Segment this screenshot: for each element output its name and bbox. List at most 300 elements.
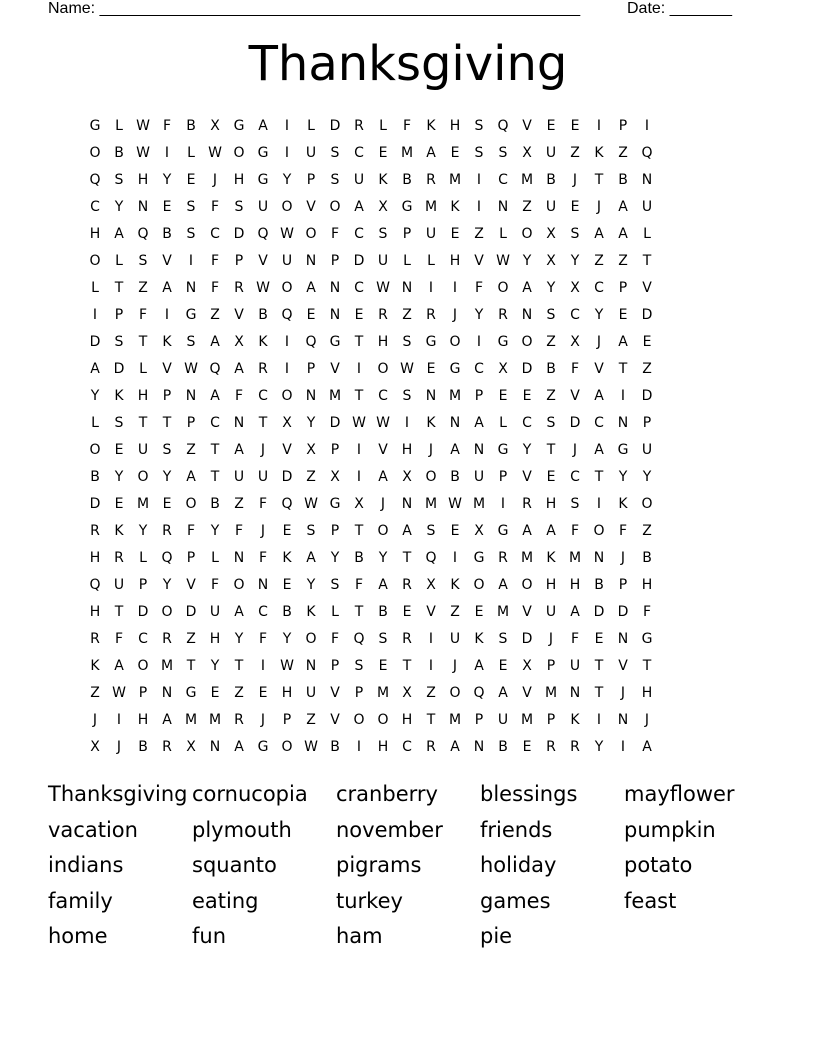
grid-cell[interactable]: G: [617, 442, 629, 458]
grid-cell[interactable]: I: [284, 145, 290, 161]
grid-cell[interactable]: I: [164, 307, 170, 323]
grid-cell[interactable]: Z: [594, 253, 604, 269]
grid-cell[interactable]: I: [428, 658, 434, 674]
grid-cell[interactable]: P: [354, 685, 364, 701]
grid-cell[interactable]: P: [162, 388, 172, 404]
grid-cell[interactable]: E: [426, 361, 436, 377]
grid-cell[interactable]: O: [89, 253, 101, 269]
grid-cell[interactable]: O: [281, 199, 293, 215]
grid-cell[interactable]: I: [596, 118, 602, 134]
grid-cell[interactable]: A: [594, 388, 604, 404]
grid-cell[interactable]: V: [162, 361, 172, 377]
grid-cell[interactable]: O: [89, 145, 101, 161]
grid-cell[interactable]: M: [328, 388, 342, 404]
grid-cell[interactable]: W: [256, 280, 270, 296]
grid-cell[interactable]: J: [596, 199, 602, 215]
grid-cell[interactable]: H: [449, 253, 461, 269]
grid-cell[interactable]: R: [234, 280, 244, 296]
grid-cell[interactable]: Y: [162, 172, 172, 188]
grid-cell[interactable]: Y: [306, 577, 316, 593]
grid-cell[interactable]: H: [401, 442, 413, 458]
grid-cell[interactable]: Z: [642, 523, 652, 539]
grid-cell[interactable]: T: [546, 442, 556, 458]
grid-cell[interactable]: Z: [186, 442, 196, 458]
grid-cell[interactable]: K: [114, 388, 124, 404]
grid-cell[interactable]: T: [354, 388, 364, 404]
grid-cell[interactable]: P: [186, 550, 196, 566]
grid-cell[interactable]: O: [329, 199, 341, 215]
grid-cell[interactable]: V: [258, 253, 268, 269]
grid-cell[interactable]: I: [356, 739, 362, 755]
grid-cell[interactable]: V: [234, 307, 244, 323]
grid-cell[interactable]: A: [306, 280, 316, 296]
grid-cell[interactable]: I: [356, 361, 362, 377]
grid-cell[interactable]: I: [596, 712, 602, 728]
grid-cell[interactable]: W: [304, 496, 318, 512]
grid-cell[interactable]: M: [520, 712, 534, 728]
grid-cell[interactable]: J: [92, 712, 98, 728]
grid-cell[interactable]: H: [209, 631, 221, 647]
grid-cell[interactable]: X: [282, 415, 292, 431]
grid-cell[interactable]: H: [569, 577, 581, 593]
grid-cell[interactable]: E: [354, 307, 364, 323]
grid-cell[interactable]: X: [546, 253, 556, 269]
grid-cell[interactable]: P: [186, 415, 196, 431]
grid-cell[interactable]: T: [138, 415, 148, 431]
grid-cell[interactable]: N: [449, 415, 461, 431]
grid-cell[interactable]: A: [426, 145, 436, 161]
grid-cell[interactable]: Q: [89, 577, 101, 593]
grid-cell[interactable]: D: [569, 415, 581, 431]
grid-cell[interactable]: S: [546, 307, 556, 323]
grid-cell[interactable]: D: [617, 604, 629, 620]
grid-cell[interactable]: Q: [497, 118, 509, 134]
grid-cell[interactable]: P: [474, 388, 484, 404]
grid-cell[interactable]: D: [113, 361, 125, 377]
grid-cell[interactable]: G: [185, 307, 197, 323]
grid-cell[interactable]: F: [234, 388, 244, 404]
grid-cell[interactable]: I: [284, 118, 290, 134]
grid-cell[interactable]: Y: [90, 388, 100, 404]
grid-cell[interactable]: Q: [281, 496, 293, 512]
grid-cell[interactable]: B: [354, 550, 364, 566]
grid-cell[interactable]: L: [499, 415, 507, 431]
grid-cell[interactable]: L: [403, 253, 411, 269]
grid-cell[interactable]: A: [114, 658, 124, 674]
grid-cell[interactable]: H: [641, 685, 653, 701]
grid-cell[interactable]: O: [449, 334, 461, 350]
grid-cell[interactable]: Z: [402, 307, 412, 323]
grid-cell[interactable]: Y: [642, 469, 652, 485]
grid-cell[interactable]: O: [137, 658, 149, 674]
grid-cell[interactable]: Z: [618, 145, 628, 161]
grid-cell[interactable]: X: [426, 577, 436, 593]
grid-cell[interactable]: M: [160, 658, 174, 674]
grid-cell[interactable]: I: [452, 550, 458, 566]
grid-cell[interactable]: X: [354, 496, 364, 512]
grid-cell[interactable]: L: [643, 226, 651, 242]
grid-cell[interactable]: U: [305, 685, 317, 701]
grid-cell[interactable]: F: [234, 523, 244, 539]
grid-cell[interactable]: F: [474, 280, 484, 296]
grid-cell[interactable]: R: [426, 172, 436, 188]
grid-cell[interactable]: Q: [89, 172, 101, 188]
grid-cell[interactable]: H: [449, 118, 461, 134]
grid-cell[interactable]: Z: [210, 307, 220, 323]
grid-cell[interactable]: I: [644, 118, 650, 134]
grid-cell[interactable]: Z: [546, 334, 556, 350]
grid-cell[interactable]: S: [234, 199, 244, 215]
grid-cell[interactable]: A: [114, 226, 124, 242]
grid-cell[interactable]: R: [162, 739, 172, 755]
grid-cell[interactable]: C: [258, 388, 268, 404]
grid-cell[interactable]: A: [594, 226, 604, 242]
grid-cell[interactable]: Y: [138, 523, 148, 539]
grid-cell[interactable]: C: [354, 145, 364, 161]
grid-cell[interactable]: N: [401, 496, 413, 512]
grid-cell[interactable]: D: [329, 118, 341, 134]
grid-cell[interactable]: S: [570, 496, 580, 512]
grid-cell[interactable]: D: [329, 415, 341, 431]
grid-cell[interactable]: M: [448, 712, 462, 728]
grid-cell[interactable]: N: [161, 685, 173, 701]
grid-cell[interactable]: V: [618, 658, 628, 674]
grid-cell[interactable]: M: [472, 496, 486, 512]
grid-cell[interactable]: O: [521, 577, 533, 593]
grid-cell[interactable]: E: [378, 145, 388, 161]
grid-cell[interactable]: Y: [210, 523, 220, 539]
grid-cell[interactable]: A: [570, 604, 580, 620]
grid-cell[interactable]: E: [282, 523, 292, 539]
grid-cell[interactable]: I: [356, 442, 362, 458]
grid-cell[interactable]: S: [402, 334, 412, 350]
grid-cell[interactable]: C: [594, 280, 604, 296]
grid-cell[interactable]: X: [522, 658, 532, 674]
grid-cell[interactable]: F: [354, 577, 364, 593]
grid-cell[interactable]: U: [449, 631, 461, 647]
grid-cell[interactable]: C: [570, 307, 580, 323]
grid-cell[interactable]: K: [90, 658, 100, 674]
grid-cell[interactable]: K: [306, 604, 316, 620]
grid-cell[interactable]: A: [474, 658, 484, 674]
grid-cell[interactable]: V: [306, 199, 316, 215]
grid-cell[interactable]: B: [186, 118, 196, 134]
grid-cell[interactable]: A: [402, 523, 412, 539]
grid-cell[interactable]: M: [544, 685, 558, 701]
grid-cell[interactable]: C: [378, 388, 388, 404]
grid-cell[interactable]: V: [330, 685, 340, 701]
grid-cell[interactable]: S: [306, 523, 316, 539]
grid-cell[interactable]: L: [115, 118, 123, 134]
grid-cell[interactable]: K: [474, 631, 484, 647]
grid-cell[interactable]: X: [570, 280, 580, 296]
grid-cell[interactable]: U: [425, 226, 437, 242]
grid-cell[interactable]: Z: [90, 685, 100, 701]
grid-cell[interactable]: J: [620, 685, 626, 701]
grid-cell[interactable]: O: [305, 631, 317, 647]
grid-cell[interactable]: Y: [234, 631, 244, 647]
grid-cell[interactable]: B: [546, 361, 556, 377]
grid-cell[interactable]: X: [498, 361, 508, 377]
grid-cell[interactable]: N: [185, 280, 197, 296]
grid-cell[interactable]: D: [353, 253, 365, 269]
grid-cell[interactable]: P: [642, 415, 652, 431]
grid-cell[interactable]: S: [186, 226, 196, 242]
grid-cell[interactable]: Z: [306, 712, 316, 728]
grid-cell[interactable]: L: [331, 604, 339, 620]
grid-cell[interactable]: G: [497, 523, 509, 539]
grid-cell[interactable]: A: [618, 199, 628, 215]
grid-cell[interactable]: T: [258, 415, 268, 431]
grid-cell[interactable]: N: [329, 280, 341, 296]
grid-cell[interactable]: Q: [161, 550, 173, 566]
grid-cell[interactable]: I: [164, 145, 170, 161]
grid-cell[interactable]: K: [618, 496, 628, 512]
grid-cell[interactable]: W: [376, 415, 390, 431]
grid-cell[interactable]: H: [89, 550, 101, 566]
grid-cell[interactable]: Y: [330, 550, 340, 566]
grid-cell[interactable]: C: [570, 469, 580, 485]
grid-cell[interactable]: X: [402, 469, 412, 485]
grid-cell[interactable]: N: [233, 550, 245, 566]
grid-cell[interactable]: M: [496, 604, 510, 620]
grid-cell[interactable]: V: [330, 712, 340, 728]
grid-cell[interactable]: W: [304, 739, 318, 755]
grid-cell[interactable]: C: [138, 631, 148, 647]
grid-cell[interactable]: L: [211, 550, 219, 566]
grid-cell[interactable]: N: [617, 415, 629, 431]
grid-cell[interactable]: N: [617, 712, 629, 728]
grid-cell[interactable]: F: [330, 631, 340, 647]
grid-cell[interactable]: M: [568, 550, 582, 566]
grid-cell[interactable]: A: [450, 442, 460, 458]
grid-cell[interactable]: J: [260, 442, 266, 458]
grid-cell[interactable]: T: [138, 334, 148, 350]
grid-cell[interactable]: R: [426, 307, 436, 323]
grid-cell[interactable]: B: [546, 172, 556, 188]
grid-cell[interactable]: T: [594, 685, 604, 701]
grid-cell[interactable]: W: [136, 145, 150, 161]
grid-cell[interactable]: C: [474, 361, 484, 377]
grid-cell[interactable]: S: [186, 334, 196, 350]
grid-cell[interactable]: I: [284, 334, 290, 350]
grid-cell[interactable]: I: [476, 199, 482, 215]
grid-cell[interactable]: M: [208, 712, 222, 728]
grid-cell[interactable]: X: [90, 739, 100, 755]
grid-cell[interactable]: F: [570, 523, 580, 539]
grid-cell[interactable]: R: [402, 577, 412, 593]
grid-cell[interactable]: O: [281, 388, 293, 404]
grid-cell[interactable]: E: [186, 172, 196, 188]
grid-cell[interactable]: W: [112, 685, 126, 701]
grid-cell[interactable]: N: [257, 577, 269, 593]
grid-cell[interactable]: E: [498, 658, 508, 674]
grid-cell[interactable]: U: [233, 469, 245, 485]
grid-cell[interactable]: L: [139, 550, 147, 566]
grid-cell[interactable]: H: [137, 172, 149, 188]
grid-cell[interactable]: N: [185, 388, 197, 404]
grid-cell[interactable]: J: [260, 523, 266, 539]
grid-cell[interactable]: H: [545, 577, 557, 593]
grid-cell[interactable]: V: [522, 118, 532, 134]
grid-cell[interactable]: W: [448, 496, 462, 512]
grid-cell[interactable]: D: [233, 226, 245, 242]
grid-cell[interactable]: U: [281, 253, 293, 269]
grid-cell[interactable]: S: [330, 577, 340, 593]
grid-cell[interactable]: T: [114, 604, 124, 620]
grid-cell[interactable]: F: [138, 307, 148, 323]
grid-cell[interactable]: T: [402, 658, 412, 674]
grid-cell[interactable]: X: [234, 334, 244, 350]
grid-cell[interactable]: Z: [570, 145, 580, 161]
grid-cell[interactable]: X: [210, 118, 220, 134]
grid-cell[interactable]: H: [377, 739, 389, 755]
grid-cell[interactable]: G: [329, 334, 341, 350]
grid-cell[interactable]: V: [570, 388, 580, 404]
grid-cell[interactable]: U: [473, 469, 485, 485]
grid-cell[interactable]: A: [498, 577, 508, 593]
grid-cell[interactable]: P: [618, 118, 628, 134]
grid-cell[interactable]: S: [498, 631, 508, 647]
grid-cell[interactable]: R: [426, 739, 436, 755]
grid-cell[interactable]: S: [378, 226, 388, 242]
grid-cell[interactable]: R: [90, 631, 100, 647]
grid-cell[interactable]: I: [428, 631, 434, 647]
grid-cell[interactable]: Y: [522, 442, 532, 458]
grid-cell[interactable]: F: [258, 631, 268, 647]
grid-cell[interactable]: Z: [618, 253, 628, 269]
grid-cell[interactable]: P: [330, 523, 340, 539]
grid-cell[interactable]: S: [138, 253, 148, 269]
grid-cell[interactable]: G: [233, 118, 245, 134]
grid-cell[interactable]: M: [424, 496, 438, 512]
grid-cell[interactable]: E: [114, 496, 124, 512]
grid-cell[interactable]: M: [424, 199, 438, 215]
grid-cell[interactable]: X: [378, 199, 388, 215]
grid-cell[interactable]: M: [136, 496, 150, 512]
grid-cell[interactable]: I: [260, 658, 266, 674]
grid-cell[interactable]: D: [137, 604, 149, 620]
grid-cell[interactable]: I: [476, 172, 482, 188]
grid-cell[interactable]: T: [234, 658, 244, 674]
grid-cell[interactable]: D: [89, 334, 101, 350]
grid-cell[interactable]: D: [185, 604, 197, 620]
grid-cell[interactable]: P: [618, 577, 628, 593]
grid-cell[interactable]: D: [89, 496, 101, 512]
grid-cell[interactable]: N: [473, 442, 485, 458]
grid-cell[interactable]: W: [208, 145, 222, 161]
grid-cell[interactable]: C: [90, 199, 100, 215]
grid-cell[interactable]: A: [498, 685, 508, 701]
grid-cell[interactable]: B: [498, 739, 508, 755]
grid-cell[interactable]: L: [307, 118, 315, 134]
grid-cell[interactable]: J: [548, 631, 554, 647]
grid-cell[interactable]: R: [498, 307, 508, 323]
grid-cell[interactable]: T: [354, 604, 364, 620]
grid-cell[interactable]: B: [90, 469, 100, 485]
grid-cell[interactable]: A: [522, 280, 532, 296]
grid-cell[interactable]: O: [521, 334, 533, 350]
grid-cell[interactable]: S: [186, 199, 196, 215]
grid-cell[interactable]: R: [258, 361, 268, 377]
grid-cell[interactable]: Y: [210, 658, 220, 674]
grid-cell[interactable]: I: [284, 361, 290, 377]
grid-cell[interactable]: S: [546, 415, 556, 431]
grid-cell[interactable]: S: [474, 145, 484, 161]
grid-cell[interactable]: G: [425, 334, 437, 350]
grid-cell[interactable]: N: [305, 388, 317, 404]
grid-cell[interactable]: J: [620, 550, 626, 566]
grid-cell[interactable]: K: [450, 199, 460, 215]
grid-cell[interactable]: W: [400, 361, 414, 377]
grid-cell[interactable]: Y: [162, 469, 172, 485]
grid-cell[interactable]: O: [233, 145, 245, 161]
grid-cell[interactable]: A: [306, 550, 316, 566]
grid-cell[interactable]: T: [594, 469, 604, 485]
grid-cell[interactable]: Y: [618, 469, 628, 485]
grid-cell[interactable]: K: [426, 415, 436, 431]
grid-cell[interactable]: R: [162, 523, 172, 539]
grid-cell[interactable]: E: [474, 604, 484, 620]
grid-cell[interactable]: Y: [306, 415, 316, 431]
grid-cell[interactable]: K: [570, 712, 580, 728]
grid-cell[interactable]: S: [114, 415, 124, 431]
grid-cell[interactable]: O: [89, 442, 101, 458]
grid-cell[interactable]: P: [402, 226, 412, 242]
grid-cell[interactable]: E: [570, 199, 580, 215]
grid-cell[interactable]: O: [353, 712, 365, 728]
grid-cell[interactable]: J: [644, 712, 650, 728]
grid-cell[interactable]: P: [114, 307, 124, 323]
grid-cell[interactable]: A: [594, 442, 604, 458]
grid-cell[interactable]: J: [116, 739, 122, 755]
grid-cell[interactable]: S: [426, 523, 436, 539]
grid-cell[interactable]: F: [162, 118, 172, 134]
grid-cell[interactable]: B: [258, 307, 268, 323]
grid-cell[interactable]: Y: [546, 280, 556, 296]
grid-cell[interactable]: P: [474, 712, 484, 728]
grid-cell[interactable]: U: [137, 442, 149, 458]
grid-cell[interactable]: T: [426, 712, 436, 728]
grid-cell[interactable]: N: [641, 172, 653, 188]
grid-cell[interactable]: G: [185, 685, 197, 701]
grid-cell[interactable]: E: [162, 496, 172, 512]
grid-cell[interactable]: O: [377, 361, 389, 377]
grid-cell[interactable]: F: [186, 523, 196, 539]
grid-cell[interactable]: I: [356, 469, 362, 485]
grid-cell[interactable]: S: [354, 658, 364, 674]
grid-cell[interactable]: G: [449, 361, 461, 377]
grid-cell[interactable]: D: [593, 604, 605, 620]
grid-cell[interactable]: I: [500, 496, 506, 512]
grid-cell[interactable]: G: [497, 442, 509, 458]
grid-cell[interactable]: E: [522, 739, 532, 755]
grid-cell[interactable]: G: [257, 172, 269, 188]
grid-cell[interactable]: T: [594, 658, 604, 674]
grid-cell[interactable]: H: [377, 334, 389, 350]
grid-cell[interactable]: T: [642, 253, 652, 269]
grid-cell[interactable]: E: [114, 442, 124, 458]
grid-cell[interactable]: N: [521, 307, 533, 323]
grid-cell[interactable]: H: [89, 226, 101, 242]
grid-cell[interactable]: V: [522, 604, 532, 620]
grid-cell[interactable]: T: [114, 280, 124, 296]
grid-cell[interactable]: Z: [522, 199, 532, 215]
grid-cell[interactable]: H: [545, 496, 557, 512]
grid-cell[interactable]: T: [210, 469, 220, 485]
grid-cell[interactable]: R: [546, 739, 556, 755]
grid-cell[interactable]: O: [425, 469, 437, 485]
